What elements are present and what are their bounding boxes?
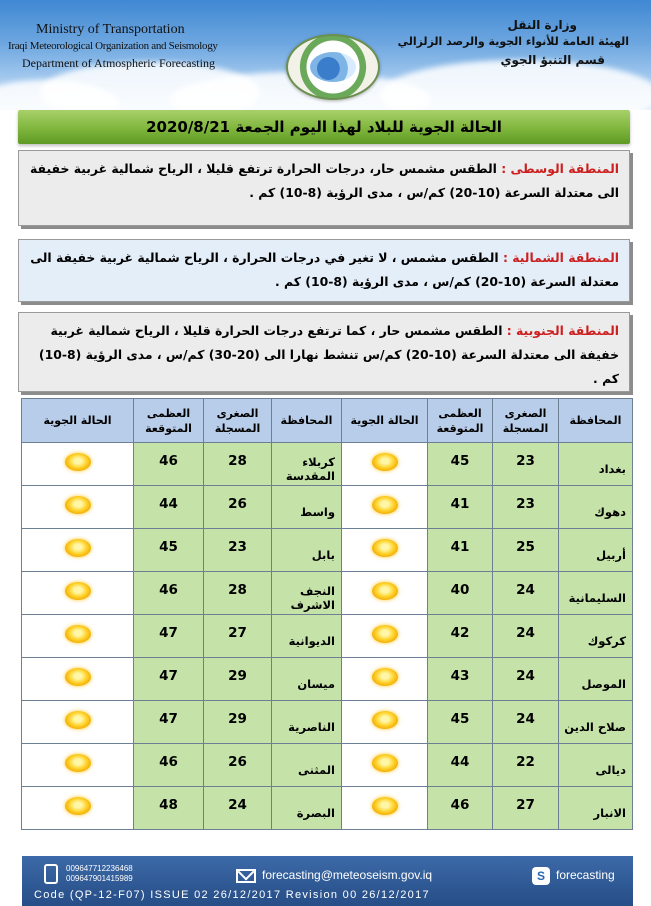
province-name: الموصل xyxy=(559,658,633,701)
max-temp: 46 xyxy=(134,443,204,486)
weather-cell xyxy=(342,529,428,572)
header-max: العظمى المتوقعة xyxy=(134,399,204,443)
header-banner xyxy=(0,0,651,110)
sun-icon xyxy=(65,754,91,772)
province-name: الناصرية xyxy=(272,701,342,744)
table-header-row xyxy=(22,399,633,443)
sun-icon xyxy=(65,711,91,729)
organization-logo xyxy=(286,34,380,100)
province-name: المثنى xyxy=(272,744,342,787)
weather-cell xyxy=(22,701,134,744)
page-title-bar xyxy=(18,110,630,144)
table-row xyxy=(22,615,633,658)
max-temp: 44 xyxy=(134,486,204,529)
max-temp: 46 xyxy=(428,787,493,830)
sun-icon xyxy=(372,625,398,643)
weather-cell xyxy=(342,615,428,658)
cloud-decoration xyxy=(380,60,651,110)
sun-icon xyxy=(65,496,91,514)
weather-cell xyxy=(342,572,428,615)
region-northern xyxy=(18,239,630,302)
province-name: ديالى xyxy=(559,744,633,787)
max-temp: 45 xyxy=(134,529,204,572)
weather-cell xyxy=(22,572,134,615)
phone-number: 009647901415989 xyxy=(66,874,133,883)
min-temp: 27 xyxy=(204,615,272,658)
sun-icon xyxy=(65,625,91,643)
min-temp: 29 xyxy=(204,701,272,744)
region-label: المنطقة الوسطى : xyxy=(501,161,619,176)
ministry-name-en: Ministry of Transportation xyxy=(36,22,185,37)
min-temp: 25 xyxy=(493,529,559,572)
province-name: بغداد xyxy=(559,443,633,486)
department-name-ar: قسم التنبؤ الجوي xyxy=(500,53,605,67)
weather-cell xyxy=(22,615,134,658)
min-temp: 28 xyxy=(204,572,272,615)
province-name: بابل xyxy=(272,529,342,572)
min-temp: 24 xyxy=(204,787,272,830)
province-name: صلاح الدين xyxy=(559,701,633,744)
table-row xyxy=(22,572,633,615)
province-name: ميسان xyxy=(272,658,342,701)
max-temp: 42 xyxy=(428,615,493,658)
weather-cell xyxy=(342,787,428,830)
max-temp: 46 xyxy=(134,744,204,787)
header-province: المحافظة xyxy=(559,399,633,443)
region-text: الطقس مشمس ، لا تغير في درجات الحرارة ، الرياح شمالية غربية خفيفة الى معتدلة السرعة (10-20) كم/س ، مدى الرؤية (8-10) كم . xyxy=(30,250,619,289)
phone-icon xyxy=(44,864,58,884)
province-name: النجف الاشرف xyxy=(272,572,342,615)
sun-icon xyxy=(65,539,91,557)
weather-cell xyxy=(342,701,428,744)
min-temp: 29 xyxy=(204,658,272,701)
max-temp: 48 xyxy=(134,787,204,830)
weather-cell xyxy=(22,787,134,830)
province-name: كربلاء المقدسة xyxy=(272,443,342,486)
sun-icon xyxy=(65,582,91,600)
region-southern xyxy=(18,312,630,392)
max-temp: 45 xyxy=(428,443,493,486)
max-temp: 47 xyxy=(134,615,204,658)
weather-cell xyxy=(22,443,134,486)
max-temp: 47 xyxy=(134,658,204,701)
min-temp: 24 xyxy=(493,572,559,615)
province-name: واسط xyxy=(272,486,342,529)
min-temp: 24 xyxy=(493,658,559,701)
min-temp: 24 xyxy=(493,615,559,658)
min-temp: 26 xyxy=(204,486,272,529)
province-name: أربيل xyxy=(559,529,633,572)
region-label: المنطقة الجنوبية : xyxy=(506,323,619,338)
weather-cell xyxy=(342,443,428,486)
footer xyxy=(22,856,633,906)
max-temp: 41 xyxy=(428,529,493,572)
weather-cell xyxy=(22,658,134,701)
forecast-table xyxy=(21,398,633,830)
min-temp: 27 xyxy=(493,787,559,830)
page-title: الحالة الجوية للبلاد لهذا اليوم الجمعة 2020/8/21 xyxy=(146,118,502,136)
forecast-table-body xyxy=(22,443,633,830)
organization-name-ar: الهيئة العامة للأنواء الجوية والرصد الزلزالي xyxy=(397,35,629,48)
department-name-en: Department of Atmospheric Forecasting xyxy=(22,56,215,70)
province-name: دهوك xyxy=(559,486,633,529)
sun-icon xyxy=(372,668,398,686)
weather-cell xyxy=(342,658,428,701)
region-central xyxy=(18,150,630,226)
max-temp: 47 xyxy=(134,701,204,744)
table-row xyxy=(22,529,633,572)
document-code: Code (QP-12-F07) ISSUE 02 26/12/2017 Revision 00 26/12/2017 xyxy=(34,889,430,901)
region-text: الطقس مشمس حار، درجات الحرارة ترتفع قليلا ، الرياح شمالية غربية خفيفة الى معتدلة السرعة (10-20) كم/س ، مدى الرؤية (8-10) كم . xyxy=(30,161,619,200)
region-text: الطقس مشمس حار ، كما ترتفع درجات الحرارة قليلا ، الرياح شمالية غربية خفيفة الى معتدلة السرعة (10-20) كم/س تنشط نهارا الى (20-30) كم/س ، مدى الرؤية (8-10) كم . xyxy=(38,323,619,386)
max-temp: 41 xyxy=(428,486,493,529)
email-icon xyxy=(236,869,256,883)
phone-numbers xyxy=(66,864,133,884)
sun-icon xyxy=(372,496,398,514)
sun-icon xyxy=(65,797,91,815)
email-link[interactable]: forecasting@meteoseism.gov.iq xyxy=(262,868,433,882)
max-temp: 46 xyxy=(134,572,204,615)
skype-icon: S xyxy=(532,867,550,885)
header-province: المحافظة xyxy=(272,399,342,443)
table-row xyxy=(22,443,633,486)
max-temp: 45 xyxy=(428,701,493,744)
max-temp: 40 xyxy=(428,572,493,615)
min-temp: 23 xyxy=(204,529,272,572)
province-name: الانبار xyxy=(559,787,633,830)
min-temp: 28 xyxy=(204,443,272,486)
max-temp: 44 xyxy=(428,744,493,787)
organization-name-en: Iraqi Meteorological Organization and Seismology xyxy=(8,40,218,52)
min-temp: 24 xyxy=(493,701,559,744)
min-temp: 26 xyxy=(204,744,272,787)
phone-number: 009647712236468 xyxy=(66,864,133,873)
table-row xyxy=(22,658,633,701)
table-row xyxy=(22,701,633,744)
max-temp: 43 xyxy=(428,658,493,701)
sun-icon xyxy=(372,539,398,557)
weather-cell xyxy=(342,744,428,787)
sun-icon xyxy=(372,754,398,772)
ministry-name-ar: وزارة النقل xyxy=(507,18,577,32)
sun-icon xyxy=(65,453,91,471)
sun-icon xyxy=(372,582,398,600)
province-name: البصرة xyxy=(272,787,342,830)
province-name: الديوانية xyxy=(272,615,342,658)
header-weather: الحالة الجوية xyxy=(22,399,134,443)
globe-icon xyxy=(310,52,356,82)
header-max: العظمى المتوقعة xyxy=(428,399,493,443)
header-min: الصغرى المسجلة xyxy=(204,399,272,443)
province-name: كركوك xyxy=(559,615,633,658)
sun-icon xyxy=(372,797,398,815)
sun-icon xyxy=(65,668,91,686)
sun-icon xyxy=(372,711,398,729)
region-label: المنطقة الشمالية : xyxy=(502,250,619,265)
weather-cell xyxy=(342,486,428,529)
weather-cell xyxy=(22,744,134,787)
min-temp: 22 xyxy=(493,744,559,787)
header-min: الصغرى المسجلة xyxy=(493,399,559,443)
header-weather: الحالة الجوية xyxy=(342,399,428,443)
weather-cell xyxy=(22,486,134,529)
table-row xyxy=(22,787,633,830)
province-name: السليمانية xyxy=(559,572,633,615)
min-temp: 23 xyxy=(493,443,559,486)
table-row xyxy=(22,744,633,787)
sun-icon xyxy=(372,453,398,471)
min-temp: 23 xyxy=(493,486,559,529)
table-row xyxy=(22,486,633,529)
weather-cell xyxy=(22,529,134,572)
skype-handle[interactable]: forecasting xyxy=(556,868,615,882)
